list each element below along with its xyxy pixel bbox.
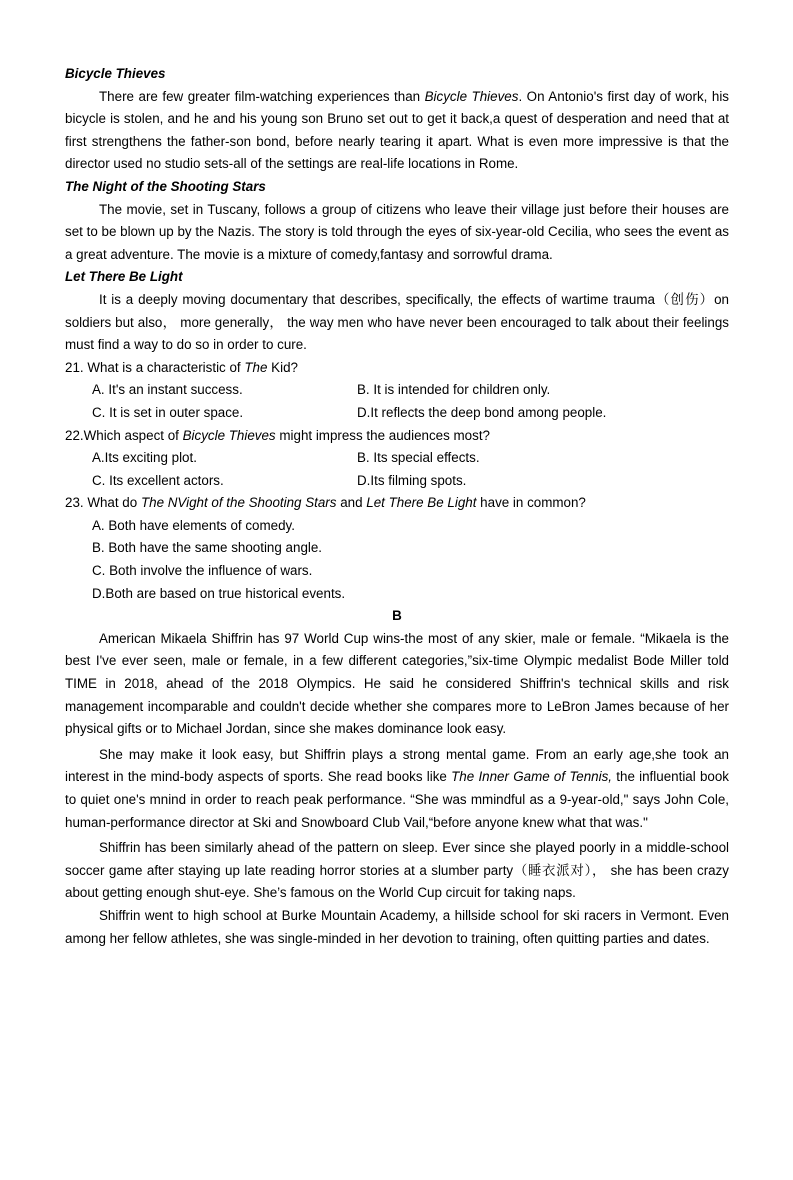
option-d[interactable]: D.It reflects the deep bond among people. (357, 404, 607, 420)
question-stem: 23. What do The NVight of the Shooting Stars and Let There Be Light have in common? (65, 495, 586, 511)
option-a[interactable]: A. Both have elements of comedy. (92, 517, 295, 533)
film-title: Let There Be Light (65, 269, 183, 285)
film-review-let-there-be-light (65, 266, 729, 356)
option-b[interactable]: B. It is intended for children only. (357, 382, 551, 398)
film-title: The Night of the Shooting Stars (65, 178, 266, 194)
option-c[interactable]: C. It is set in outer space. (92, 404, 244, 420)
section-b-heading: B (392, 608, 402, 624)
option-a[interactable]: A.Its exciting plot. (92, 450, 197, 466)
option-b[interactable]: B. Its special effects. (357, 450, 480, 466)
film-review-bicycle-thieves (65, 63, 729, 176)
section-b-paragraph-3: Shiffrin has been similarly ahead of the pattern on sleep. Ever since she played poorly in a middle-school soccer game after staying up late reading horror stories at a slumber party（睡衣派对）， she has been crazy about getting enough shut-eye. She’s famous on the World Cup circuit for taking naps. (65, 840, 729, 901)
film-paragraph: There are few greater film-watching experiences than Bicycle Thieves. On Antonio's first day of work, his bicycle is stolen, and he and his young son Bruno set out to get it back,a quest of desperation and need that at first strengthens the father-son bond, before nearly tearing it apart. What is even more impressive is that the director used no studio sets-all of the settings are real-life locations in Rome. (65, 88, 729, 172)
option-row (92, 402, 729, 425)
section-b-paragraph-2: She may make it look easy, but Shiffrin plays a strong mental game. From an early age,she took an interest in the mind-body aspects of sports. She read books like The Inner Game of Tennis, the influential book to quiet one's mnind in order to reach peak performance. “She was mmindful as a 9-year-old," says John Cole, human-performance director at Ski and Snowboard Club Vail,“before anyone knew what that was." (65, 746, 729, 830)
option-c[interactable]: C. Its excellent actors. (92, 472, 224, 488)
option-d[interactable]: D.Its filming spots. (357, 472, 467, 488)
question-stem: 22.Which aspect of Bicycle Thieves might impress the audiences most? (65, 427, 490, 443)
option-a[interactable]: A. It's an instant success. (92, 382, 243, 398)
option-row (92, 379, 729, 402)
option-b[interactable]: B. Both have the same shooting angle. (92, 540, 323, 556)
option-row (92, 447, 729, 470)
question-22 (65, 425, 729, 493)
option-c[interactable]: C. Both involve the influence of wars. (92, 563, 313, 579)
film-review-night-of-shooting-stars (65, 176, 729, 266)
section-b-paragraph-4: Shiffrin went to high school at Burke Mountain Academy, a hillside school for ski racers in Vermont. Even among her fellow athletes, she was single-minded in her devotion to training, often quitting parties and dates. (65, 907, 729, 946)
section-b-paragraph-1: American Mikaela Shiffrin has 97 World Cup wins-the most of any skier, male or female. “Mikaela is the best I've ever seen, male or female, in a few different categories,”six-time Olympic medalist Bode Miller told TIME in 2018, ahead of the 2018 Olympics. He said he considered Shiffrin's technical skills and risk management incomparable and couldn't decide whether she compares more to LeBron James because of her physical gifts or to Michael Jordan, since she makes dominance look easy. (65, 630, 729, 737)
question-23 (65, 492, 729, 605)
option-row (92, 470, 729, 493)
film-title: Bicycle Thieves (65, 66, 166, 81)
option-d[interactable]: D.Both are based on true historical events. (92, 585, 346, 601)
film-paragraph: It is a deeply moving documentary that describes, specifically, the effects of wartime trauma（创伤）on soldiers but also， more generally， the way men who have never been encouraged to talk about their feelings must find a way to do so in order to cure. (65, 291, 729, 353)
film-paragraph: The movie, set in Tuscany, follows a group of citizens who leave their village just before their houses are set to be blown up by the Nazis. The story is told through the eyes of six-year-old Cecilia, who sees the event as a great adventure. The movie is a mixture of comedy,fantasy and sorrowful drama. (65, 201, 729, 262)
question-21 (65, 357, 729, 425)
document-page (65, 63, 729, 950)
question-stem: 21. What is a characteristic of The Kid? (65, 359, 298, 375)
